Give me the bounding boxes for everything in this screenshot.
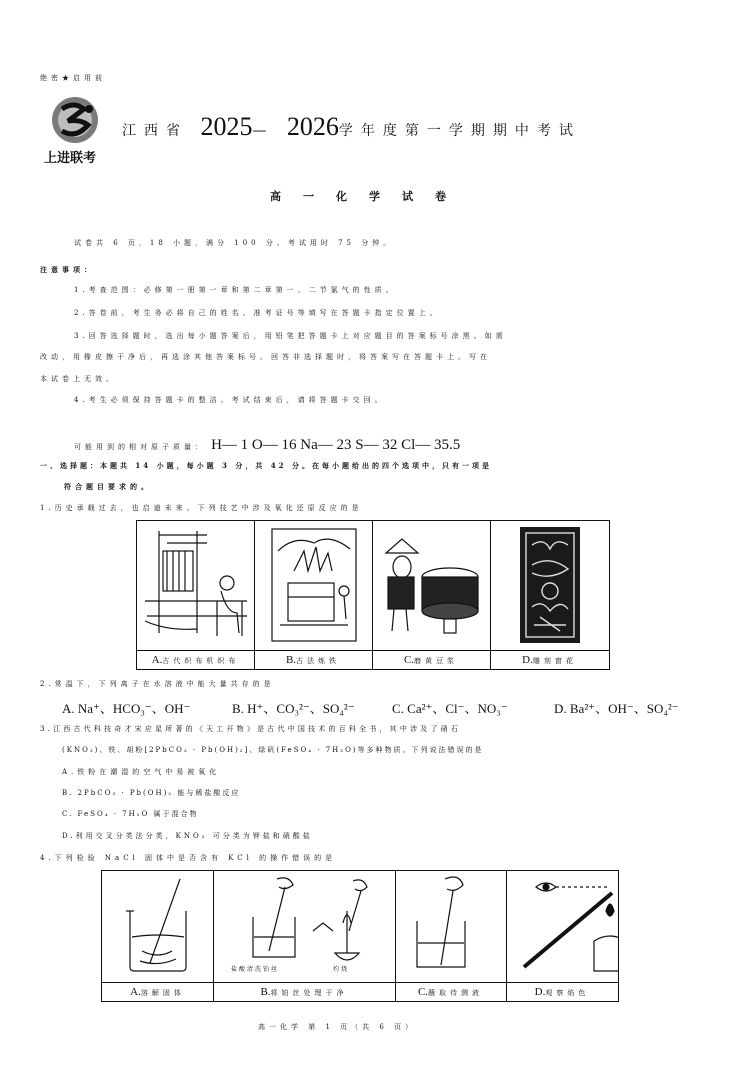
logo-text: 上进联考 [44,151,97,166]
q4-option-d-caption: D.观察焰色 [506,982,618,1001]
exam-subtitle: 高一化学试卷 [270,190,468,203]
atomic-mass-label: 可能用到的相对原子质量： [74,443,206,451]
q4-option-a-caption: A.溶解固体 [102,982,213,1001]
q2-option-d[interactable]: D. Ba²⁺、OH⁻、SO₄²⁻ [554,701,679,716]
title-prefix: 江西省 [122,123,188,139]
q3-stem-cont: (KNO₃)、铁、胡粉[2PbCO₃ · Pb(OH)₂]、绿矾(FeSO₄ · 7H₂O)等多种物质。下列说法错误的是 [62,746,484,754]
q3-option-a[interactable]: A.铁粉在潮湿的空气中易被氧化 [62,768,221,776]
q1-option-d[interactable] [490,521,609,669]
q4-options-table [101,870,619,1002]
exam-title [122,112,581,142]
q3-stem: 3.江西古代科技奇才宋应星所著的《天工开物》是古代中国技术的百科全书，其中涉及了硝石 [40,725,462,733]
loom-illustration-icon [137,521,254,649]
secret-label: 绝密★启用前 [40,74,106,82]
iron-smelting-illustration-icon [254,521,372,649]
note-1: 1.考查范围：必修第一册第一章和第二章第一、二节氯气的性质。 [74,286,397,294]
q1-option-a-caption: A.古代织布机织布 [137,650,254,669]
q2-stem: 2.常温下，下列离子在水溶液中能大量共存的是 [40,680,275,688]
q4-option-d[interactable] [506,871,618,1001]
q1-options-table [136,520,610,670]
q1-option-b-caption: B.古法炼铁 [254,650,372,669]
year-end: 2026 [286,112,339,141]
section-1-heading-cont: 符合题目要求的。 [64,482,152,491]
q1-stem: 1.历史承载过去，也启迪未来。下列技艺中涉及氧化还原反应的是 [40,504,363,512]
page-footer: 高一化学 第 1 页（共 6 页） [258,1023,417,1031]
dipping-solution-icon [395,871,506,981]
q4-stem: 4.下列检验 NaCl 固体中是否含有 KCl 的操作错误的是 [40,854,337,862]
year-dash: — [252,123,275,139]
flame-observation-icon [506,871,618,981]
beaker-dissolving-icon [102,871,213,981]
q4-option-c[interactable] [395,871,507,1001]
exam-intro: 试卷共 6 页，18 小题，满分 100 分。考试用时 75 分钟。 [74,239,395,247]
title-suffix: 学年度第一学期期中考试 [338,123,581,139]
logo [44,95,106,166]
q3-option-d[interactable]: D.利用交叉分类法分类，KNO₃ 可分类为钾盐和硝酸盐 [62,832,313,840]
q3-option-b[interactable]: B. 2PbCO₃ · Pb(OH)₂ 能与稀盐酸反应 [62,789,241,797]
logo-emblem-icon [44,95,106,145]
notes-heading: 注意事项： [40,265,95,274]
q4-option-b[interactable] [213,871,396,1001]
soy-milk-grinding-illustration-icon [372,521,490,649]
q1-option-a[interactable] [137,521,255,669]
note-2: 2.答卷前，考生务必将自己的姓名、准考证号等填写在答题卡指定位置上。 [74,309,441,317]
q3-option-c[interactable]: C. FeSO₄ · 7H₂O 属于混合物 [62,810,199,818]
q4-b-label-right: 灼烧 [333,966,350,973]
note-3-cont2: 本试卷上无效。 [40,375,117,383]
q1-option-b[interactable] [254,521,373,669]
q2-option-c[interactable]: C. Ca²⁺、Cl⁻、NO₃⁻ [392,701,508,716]
q1-option-d-caption: D.雕刻窗花 [490,650,609,669]
atomic-mass-values: H— 1 O— 16 Na— 23 S— 32 Cl— 35.5 [211,437,461,453]
q1-option-c[interactable] [372,521,491,669]
q1-option-c-caption: C.磨黄豆浆 [372,650,490,669]
q4-option-b-caption: B.将铂丝处理干净 [213,982,395,1001]
q2-option-b[interactable]: B. H⁺、CO₃²⁻、SO₄²⁻ [232,701,355,716]
q4-option-a[interactable] [102,871,214,1001]
note-4: 4.考生必须保持答题卡的整洁。考试结束后，请将答题卡交回。 [74,396,386,404]
q2-option-a[interactable]: A. Na⁺、HCO₃⁻、OH⁻ [62,701,191,716]
atomic-mass-line [74,434,460,454]
q4-b-label-left: 盐酸清洗铂丝 [231,966,280,973]
note-3-cont: 改动，用橡皮擦干净后，再选涂其他答案标号。回答非选择题时，将答案写在答题卡上。写在 [40,353,491,361]
q4-option-c-caption: C.蘸取待测液 [395,982,506,1001]
section-1-heading: 一、选择题：本题共 14 小题，每小题 3 分，共 42 分。在每小题给出的四个选项中，只有一项是 [40,461,492,470]
note-3: 3.回答选择题时，选出每小题答案后，用铅笔把答题卡上对应题目的答案标号涂黑。如需 [74,332,507,340]
window-carving-illustration-icon [490,521,609,649]
year-start: 2025 [200,112,253,141]
